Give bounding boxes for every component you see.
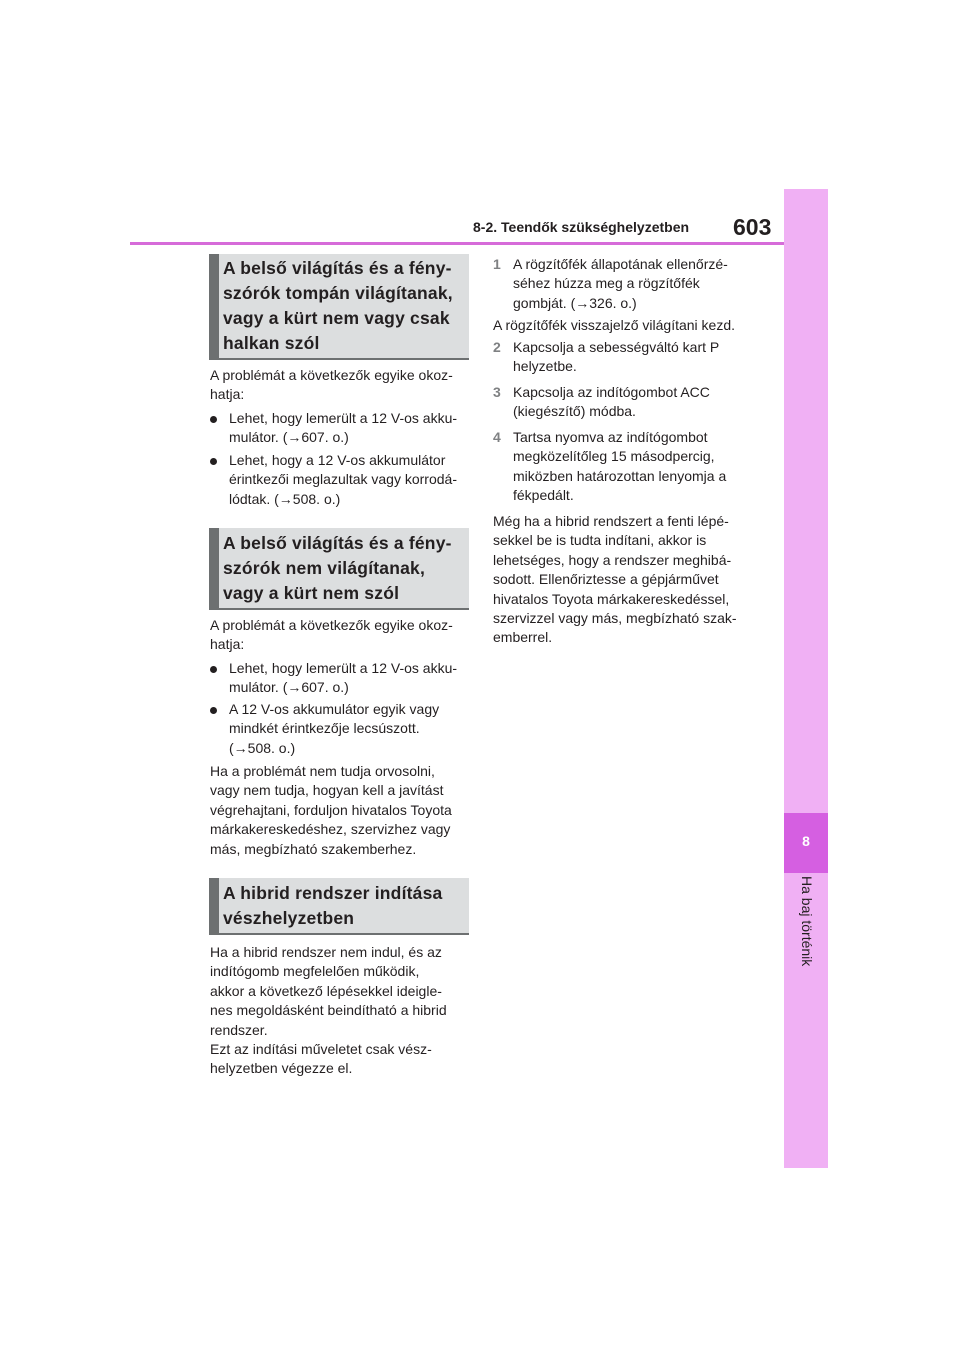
text-line: sodott. Ellenőriztesse a gépjárművet (493, 571, 719, 588)
list-item (210, 700, 472, 760)
section-heading-no-lights (209, 528, 469, 610)
text-line: végrehajtani, forduljon hivatalos Toyota (210, 801, 452, 818)
text-line: nes megoldásként beindítható a hibrid (210, 1002, 447, 1019)
chapter-number: 8 (802, 833, 810, 849)
text-line: Kapcsolja az indítógombot ACC (513, 384, 710, 400)
chapter-title: Ha baj történik (799, 876, 815, 967)
heading-line: vagy a kürt nem szól (223, 582, 400, 603)
text-line: Tartsa nyomva az indítógombot (513, 429, 708, 445)
step-number: 1 (493, 256, 501, 272)
heading-line: halkan szól (223, 333, 320, 353)
text-line: indítógomb megfelelően működik, (210, 963, 420, 980)
step-number: 2 (493, 339, 501, 355)
text-line: A 12 V-os akkumulátor egyik vagy (229, 701, 440, 717)
step-number: 4 (493, 429, 501, 445)
step-number: 3 (493, 384, 501, 400)
bullet-icon (210, 416, 217, 423)
text-line: hatja: (210, 636, 245, 653)
text-line: Ha a problémát nem tudja orvosolni, (210, 763, 435, 779)
text-line: mindkét érintkezője lecsúszott. (229, 720, 420, 737)
text-line: Ezt az indítási műveletet csak vész- (210, 1041, 432, 1058)
heading-line: vagy a kürt nem vagy csak (223, 308, 450, 328)
text-line: Még ha a hibrid rendszert a fenti lépé- (493, 513, 729, 529)
chapter-side-tab (784, 189, 828, 1168)
text-line: sekkel be is tudta indítani, akkor is (493, 532, 707, 549)
text-line: érintkezői meglazultak vagy korrodá- (229, 471, 457, 488)
heading-line: szórók nem világítanak, (223, 557, 426, 578)
final-paragraph (493, 512, 755, 648)
list-item (210, 659, 472, 699)
text-line: márkakereskedéshez, szervizhez vagy (210, 821, 451, 838)
text-line: A problémát a következők egyike okoz- (210, 367, 453, 383)
chapter-title-vertical (772, 870, 842, 1010)
text-line: emberrel. (493, 629, 553, 646)
text-line: A rögzítőfék állapotának ellenőrzé- (513, 256, 728, 272)
text-line: miközben határozottan lenyomja a (513, 467, 727, 484)
text-line: Lehet, hogy lemerült a 12 V-os akku- (229, 660, 458, 676)
text-line: Lehet, hogy a 12 V-os akkumulátor (229, 452, 446, 468)
text-line: hivatalos Toyota márkakereskedéssel, (493, 590, 730, 607)
section-heading-dim-lights (209, 254, 469, 360)
text-line: Ha a hibrid rendszer nem indul, és az (210, 944, 442, 960)
bullet-icon (210, 666, 217, 673)
step-item (493, 428, 755, 508)
heading-line: A hibrid rendszer indítása (223, 882, 443, 903)
section-title: 8-2. Teendők szükséghelyzetben (473, 219, 690, 235)
heading-accent-bar (209, 528, 219, 608)
text-line: helyzetbe. (513, 358, 577, 375)
text-line: más, megbízható szakemberhez. (210, 840, 417, 857)
text-line: (→508. o.) (229, 739, 296, 756)
heading-line: A belső világítás és a fény- (223, 258, 452, 278)
text-line: Lehet, hogy lemerült a 12 V-os akku- (229, 410, 458, 426)
heading-accent-bar (209, 254, 219, 358)
intro-paragraph (210, 366, 472, 405)
text-line: gombját. (→326. o.) (513, 294, 637, 311)
step-item (493, 255, 755, 315)
text-line: A problémát a következők egyike okoz- (210, 617, 453, 633)
emergency-start-paragraph (210, 943, 472, 1079)
text-line: Kapcsolja a sebességváltó kart P (513, 339, 720, 355)
list-item (210, 451, 472, 511)
bullet-icon (210, 707, 217, 714)
bullet-icon (210, 458, 217, 465)
intro-paragraph (210, 616, 472, 655)
text-line: lehetséges, hogy a rendszer meghibá- (493, 551, 732, 568)
text-line: séhez húzza meg a rögzítőfék (513, 275, 700, 292)
text-line: hatja: (210, 386, 245, 403)
step-item (493, 383, 755, 423)
section-heading-emergency-start (209, 878, 469, 935)
step-item (493, 338, 755, 378)
text-line: fékpedált. (513, 487, 574, 504)
heading-line: A belső világítás és a fény- (223, 532, 452, 553)
advice-paragraph (210, 762, 472, 859)
page-number: 603 (733, 214, 772, 240)
text-line: mulátor. (→607. o.) (229, 679, 349, 696)
heading-line: szórók tompán világítanak, (223, 283, 453, 303)
text-line: szervizzel vagy más, megbízható szak- (493, 610, 737, 627)
text-line: helyzetben végezze el. (210, 1060, 353, 1077)
text-line: lódtak. (→508. o.) (229, 490, 341, 507)
text-line: megközelítőleg 15 másodpercig, (513, 448, 715, 465)
step-note (493, 316, 755, 335)
header-divider (130, 242, 784, 245)
text-line: akkor a következő lépésekkel ideigle- (210, 982, 442, 999)
heading-accent-bar (209, 878, 219, 933)
text-line: vagy nem tudja, hogyan kell a javítást (210, 782, 444, 799)
text-line: (kiegészítő) módba. (513, 403, 636, 420)
text-line: mulátor. (→607. o.) (229, 429, 349, 446)
heading-line: vészhelyzetben (223, 907, 355, 928)
text-line: rendszer. (210, 1021, 268, 1038)
text-line: A rögzítőfék visszajelző világítani kezd. (493, 317, 736, 333)
list-item (210, 409, 472, 449)
